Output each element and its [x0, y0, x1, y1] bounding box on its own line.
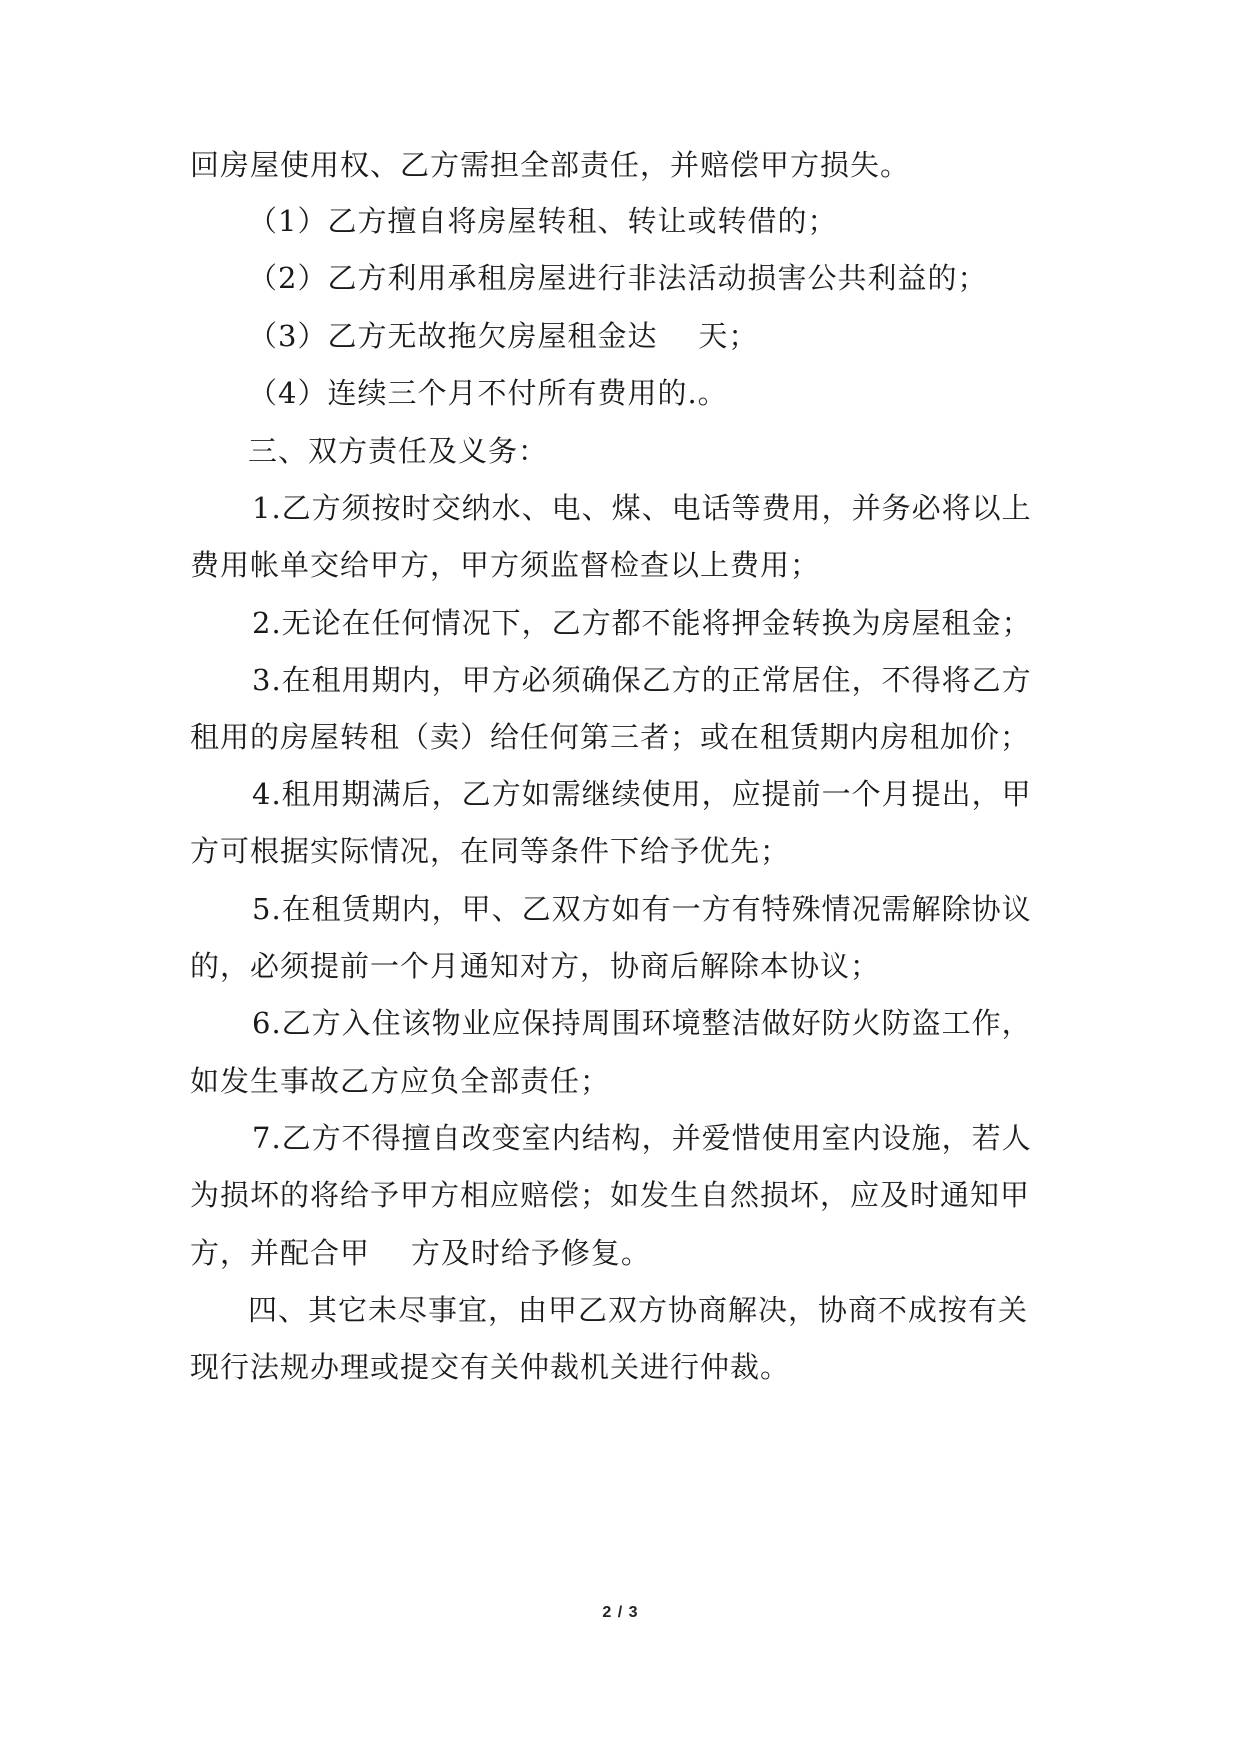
paragraph-line: 现行法规办理或提交有关仲裁机关进行仲裁。 [190, 1350, 791, 1384]
paragraph-line: 3.在租用期内，甲方必须确保乙方的正常居住，不得将乙方 [252, 663, 1032, 697]
paragraph-line: 的，必须提前一个月通知对方，协商后解除本协议； [190, 949, 881, 983]
clause-item-3: （3）乙方无故拖欠房屋租金达 天； [248, 319, 759, 353]
paragraph-line: 方可根据实际情况，在同等条件下给予优先； [190, 834, 791, 868]
paragraph-line: 1.乙方须按时交纳水、电、煤、电话等费用，并务必将以上 [252, 491, 1032, 525]
clause-item-1: （1）乙方擅自将房屋转租、转让或转借的； [248, 204, 838, 238]
paragraph-line: 4.租用期满后，乙方如需继续使用，应提前一个月提出，甲 [252, 777, 1032, 811]
paragraph-line: 方，并配合甲 方及时给予修复。 [190, 1236, 651, 1270]
paragraph-line: 为损坏的将给予甲方相应赔偿；如发生自然损坏，应及时通知甲 [190, 1178, 1031, 1212]
clause-item-2: （2）乙方利用承租房屋进行非法活动损害公共利益的； [248, 261, 988, 295]
clause-item-4: （4）连续三个月不付所有费用的.。 [248, 376, 728, 410]
paragraph-line: 7.乙方不得擅自改变室内结构，并爱惜使用室内设施，若人 [252, 1121, 1032, 1155]
paragraph-line: 如发生事故乙方应负全部责任； [190, 1064, 611, 1098]
section-heading: 三、双方责任及义务： [248, 434, 549, 468]
paragraph-line: 回房屋使用权、乙方需担全部责任，并赔偿甲方损失。 [190, 148, 911, 182]
paragraph-line: 6.乙方入住该物业应保持周围环境整洁做好防火防盗工作， [252, 1006, 1032, 1040]
section-heading: 四、其它未尽事宜，由甲乙双方协商解决，协商不成按有关 [248, 1293, 1029, 1327]
paragraph-line: 租用的房屋转租（卖）给任何第三者；或在租赁期内房租加价； [190, 720, 1031, 754]
paragraph-line: 5.在租赁期内，甲、乙双方如有一方有特殊情况需解除协议 [252, 892, 1032, 926]
paragraph-line: 2.无论在任何情况下，乙方都不能将押金转换为房屋租金； [252, 606, 1032, 640]
page-number: 2 / 3 [602, 1604, 639, 1621]
paragraph-line: 费用帐单交给甲方，甲方须监督检查以上费用； [190, 548, 821, 582]
